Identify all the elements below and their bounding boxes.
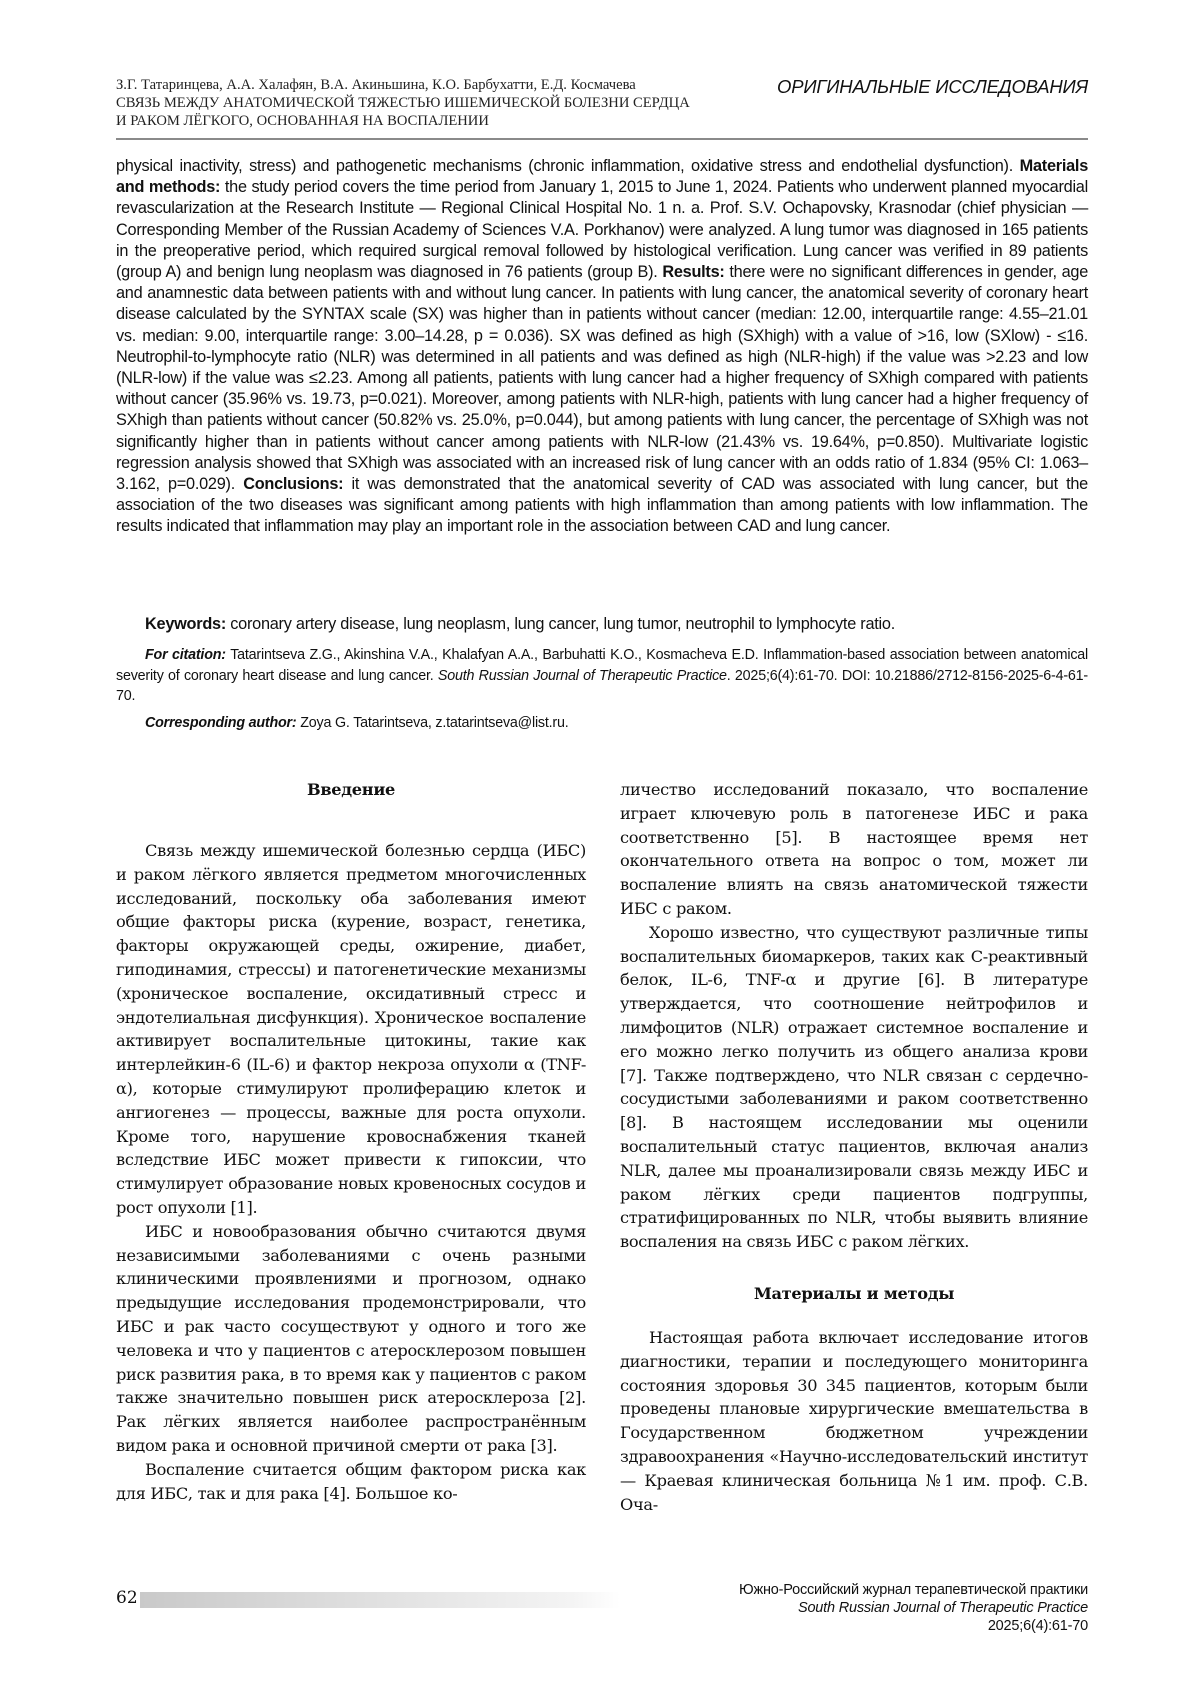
results-text: there were no significant differences in gender, age and anamnestic data between patients with and without lung cancer. In patients with lung cancer, the anatomical severity of coronary heart disease calculated by the SYNTAX scale (SX) was higher than in patients without cancer (median: 12.00, interquartile range: 4.55–21.01 vs. median: 9.00, interquartile range: 3.00–14.28, p = 0.036). SX was defined as high (SXhigh) with a value of >16, low (SXlow) - ≤16. Neutrophil-to-lymphocyte ratio (NLR) was determined in all patients and was defined as high (NLR-high) if the value was >2.23 and low (NLR-low) if the value was ≤2.23. Among all patients, patients with lung cancer had a higher frequency of SXhigh compared with patients without cancer (35.96% vs. 19.73, p=0.021). Moreover, among patients with NLR-high, patients with lung cancer had a higher frequency of SXhigh than patients without cancer (50.82% vs. 25.0%, p=0.044), but among patients with lung cancer, the percentage of SXhigh was not significantly higher than in patients without cancer among patients with NLR-low (21.43% vs. 19.64%, p=0.850). Multivariate logistic regression analysis showed that SXhigh was associated with an increased risk of lung cancer with an odds ratio of 1.834 (95% CI: 1.063–3.162, p=0.029). — [116, 263, 1088, 494]
header-title-line1: СВЯЗЬ МЕЖДУ АНАТОМИЧЕСКОЙ ТЯЖЕСТЬЮ ИШЕМИЧЕСКОЙ БОЛЕЗНИ СЕРДЦА — [116, 95, 690, 111]
conclusions-text: it was demonstrated that the anatomical severity of CAD was associated with lung cancer, but the association of the two diseases was significant among patients with high inflammation than among patients with low inflammation. The results indicated that inflammation may play an important role in the association between CAD and lung cancer. — [116, 475, 1088, 536]
abstract — [116, 156, 1088, 538]
intro-paragraph-3-cont: личество исследований показало, что воспаление играет ключевую роль в патогенезе ИБС и рака соответственно [5]. В настоящее время нет окончательного ответа на вопрос о том, может ли воспаление влиять на связь анатомической тяжести ИБС с раком. — [620, 780, 1088, 918]
methods-text: the study period covers the time period from January 1, 2015 to June 1, 2024. Patients who underwent planned myocardial revascularization at the Research Institute — Regional Clinical Hospital No. 1 n. a. Prof. S.V. Ochapovsky, Krasnodar (chief physician — Corresponding Member of the Russian Academy of Sciences V.A. Porkhanov) were analyzed. A lung tumor was diagnosed in 165 patients in the preoperative period, which required surgical removal followed by histological verification. Lung cancer was verified in 89 patients (group A) and benign lung neoplasm was diagnosed in 76 patients (group B). — [116, 178, 1088, 282]
keywords-text: coronary artery disease, lung neoplasm, lung cancer, lung tumor, neutrophil to lymphocyte ratio. — [226, 615, 895, 633]
footer-journal-ru: Южно-Российский журнал терапевтической практики — [739, 1582, 1088, 1598]
citation-label: For citation: — [145, 647, 226, 663]
corresponding-label: Corresponding author: — [145, 715, 297, 731]
running-header — [116, 76, 736, 130]
abstract-background-tail: physical inactivity, stress) and pathogenetic mechanisms (chronic inflammation, oxidative stress and endothelial dysfunction). — [116, 157, 1014, 175]
intro-paragraph-4: Хорошо известно, что существуют различные типы воспалительных биомаркеров, таких как С-реактивный белок, IL-6, TNF-α и другие [6]. В литературе утверждается, что соотношение нейтрофилов и лимфоцитов (NLR) отражает системное воспаление и его можно легко получить из общего анализа крови [7]. Также подтверждено, что NLR связан с сердечно-сосудистыми заболеваниями и раком соответственно [8]. В настоящем исследовании мы оценили воспалительный статус пациентов, включая анализ NLR, далее мы проанализировали связь между ИБС и раком лёгких среди пациентов подгруппы, стратифицированных по NLR, чтобы выявить влияние воспаления на связь ИБС с раком лёгких. — [620, 922, 1088, 1252]
header-divider — [116, 138, 1088, 140]
citation-doi: . 2025;6(4):61-70. DOI: 10.21886/2712-8156-2025-6-4-61-70. — [116, 667, 1088, 704]
footer-journal-en: South Russian Journal of Therapeutic Practice — [797, 1600, 1088, 1616]
keywords — [145, 614, 1088, 635]
header-authors: З.Г. Татаринцева, А.А. Халафян, В.А. Акиньшина, К.О. Барбухатти, Е.Д. Космачева — [116, 77, 636, 93]
corresponding-text: Zoya G. Tatarintseva, z.tatarintseva@list.ru. — [296, 715, 569, 731]
keywords-label: Keywords: — [145, 615, 226, 633]
results-label: Results: — [662, 263, 725, 282]
page-number: 62 — [116, 1588, 138, 1608]
methods-label: Materials and methods: — [116, 157, 1088, 197]
footer-issue: 2025;6(4):61-70 — [987, 1618, 1088, 1634]
body-column-left — [116, 778, 586, 1505]
intro-paragraph-1: Связь между ишемической болезнью сердца (ИБС) и раком лёгкого является предметом многочисленных исследований, поскольку оба заболевания имеют общие факторы риска (курение, возраст, генетика, факторы окружающей среды, ожирение, диабет, гиподинамия, стрессы) и патогенетические механизмы (хроническое воспаление, оксидативный стресс и эндотелиальная дисфункция). Хроническое воспаление активирует воспалительные цитокины, такие как интерлейкин-6 (IL-6) и фактор некроза опухоли α (TNF-α), которые стимулируют пролиферацию клеток и ангиогенез — процессы, важные для роста опухоли. Кроме того, нарушение кровоснабжения тканей вследствие ИБС может привести к гипоксии, что стимулирует образование новых кровеносных сосудов и рост опухоли [1]. — [116, 841, 586, 1217]
intro-paragraph-3: Воспаление считается общим фактором риска как для ИБС, так и для рака [4]. Большое ко- — [116, 1459, 586, 1503]
methods-paragraph-1: Настоящая работа включает исследование итогов диагностики, терапии и последующего мониторинга состояния здоровья 30 345 пациентов, которым были проведены плановые хирургические вмешательства в Государственном бюджетном учреждении здравоохранения «Научно-исследовательский институт — Краевая клиническая больница №1 им. проф. С.В. Оча- — [620, 1327, 1088, 1514]
intro-paragraph-2: ИБС и новообразования обычно считаются двумя независимыми заболеваниями с очень разными клиническими проявлениями и прогнозом, однако предыдущие исследования продемонстрировали, что ИБС и рак часто сосуществуют у одного и того же человека и что у пациентов с атеросклерозом повышен риск развития рака, в то время как у пациентов с раком также значительно повышен риск атеросклероза [2]. Рак лёгких является наиболее распространённым видом рака и основной причиной смерти от рака [3]. — [116, 1221, 586, 1455]
header-title-line2: И РАКОМ ЛЁГКОГО, ОСНОВАННАЯ НА ВОСПАЛЕНИИ — [116, 113, 489, 129]
corresponding-author — [145, 713, 1088, 733]
citation-text: Tatarintseva Z.G., Akinshina V.A., Khalafyan A.A., Barbuhatti K.O., Kosmacheva E.D. Inflammation-based association between anatomical severity of coronary heart disease and lung cancer. — [116, 647, 1089, 684]
methods-heading: Материалы и методы — [753, 1283, 955, 1303]
footer-bar — [140, 1592, 620, 1608]
footer-journal — [739, 1581, 1088, 1635]
body-column-right — [620, 778, 1088, 1516]
conclusions-label: Conclusions: — [243, 475, 344, 494]
section-label: ОРИГИНАЛЬНЫЕ ИССЛЕДОВАНИЯ — [777, 76, 1088, 97]
intro-heading: Введение — [306, 780, 396, 799]
citation — [116, 645, 1088, 707]
citation-journal: South Russian Journal of Therapeutic Practice — [437, 667, 727, 684]
